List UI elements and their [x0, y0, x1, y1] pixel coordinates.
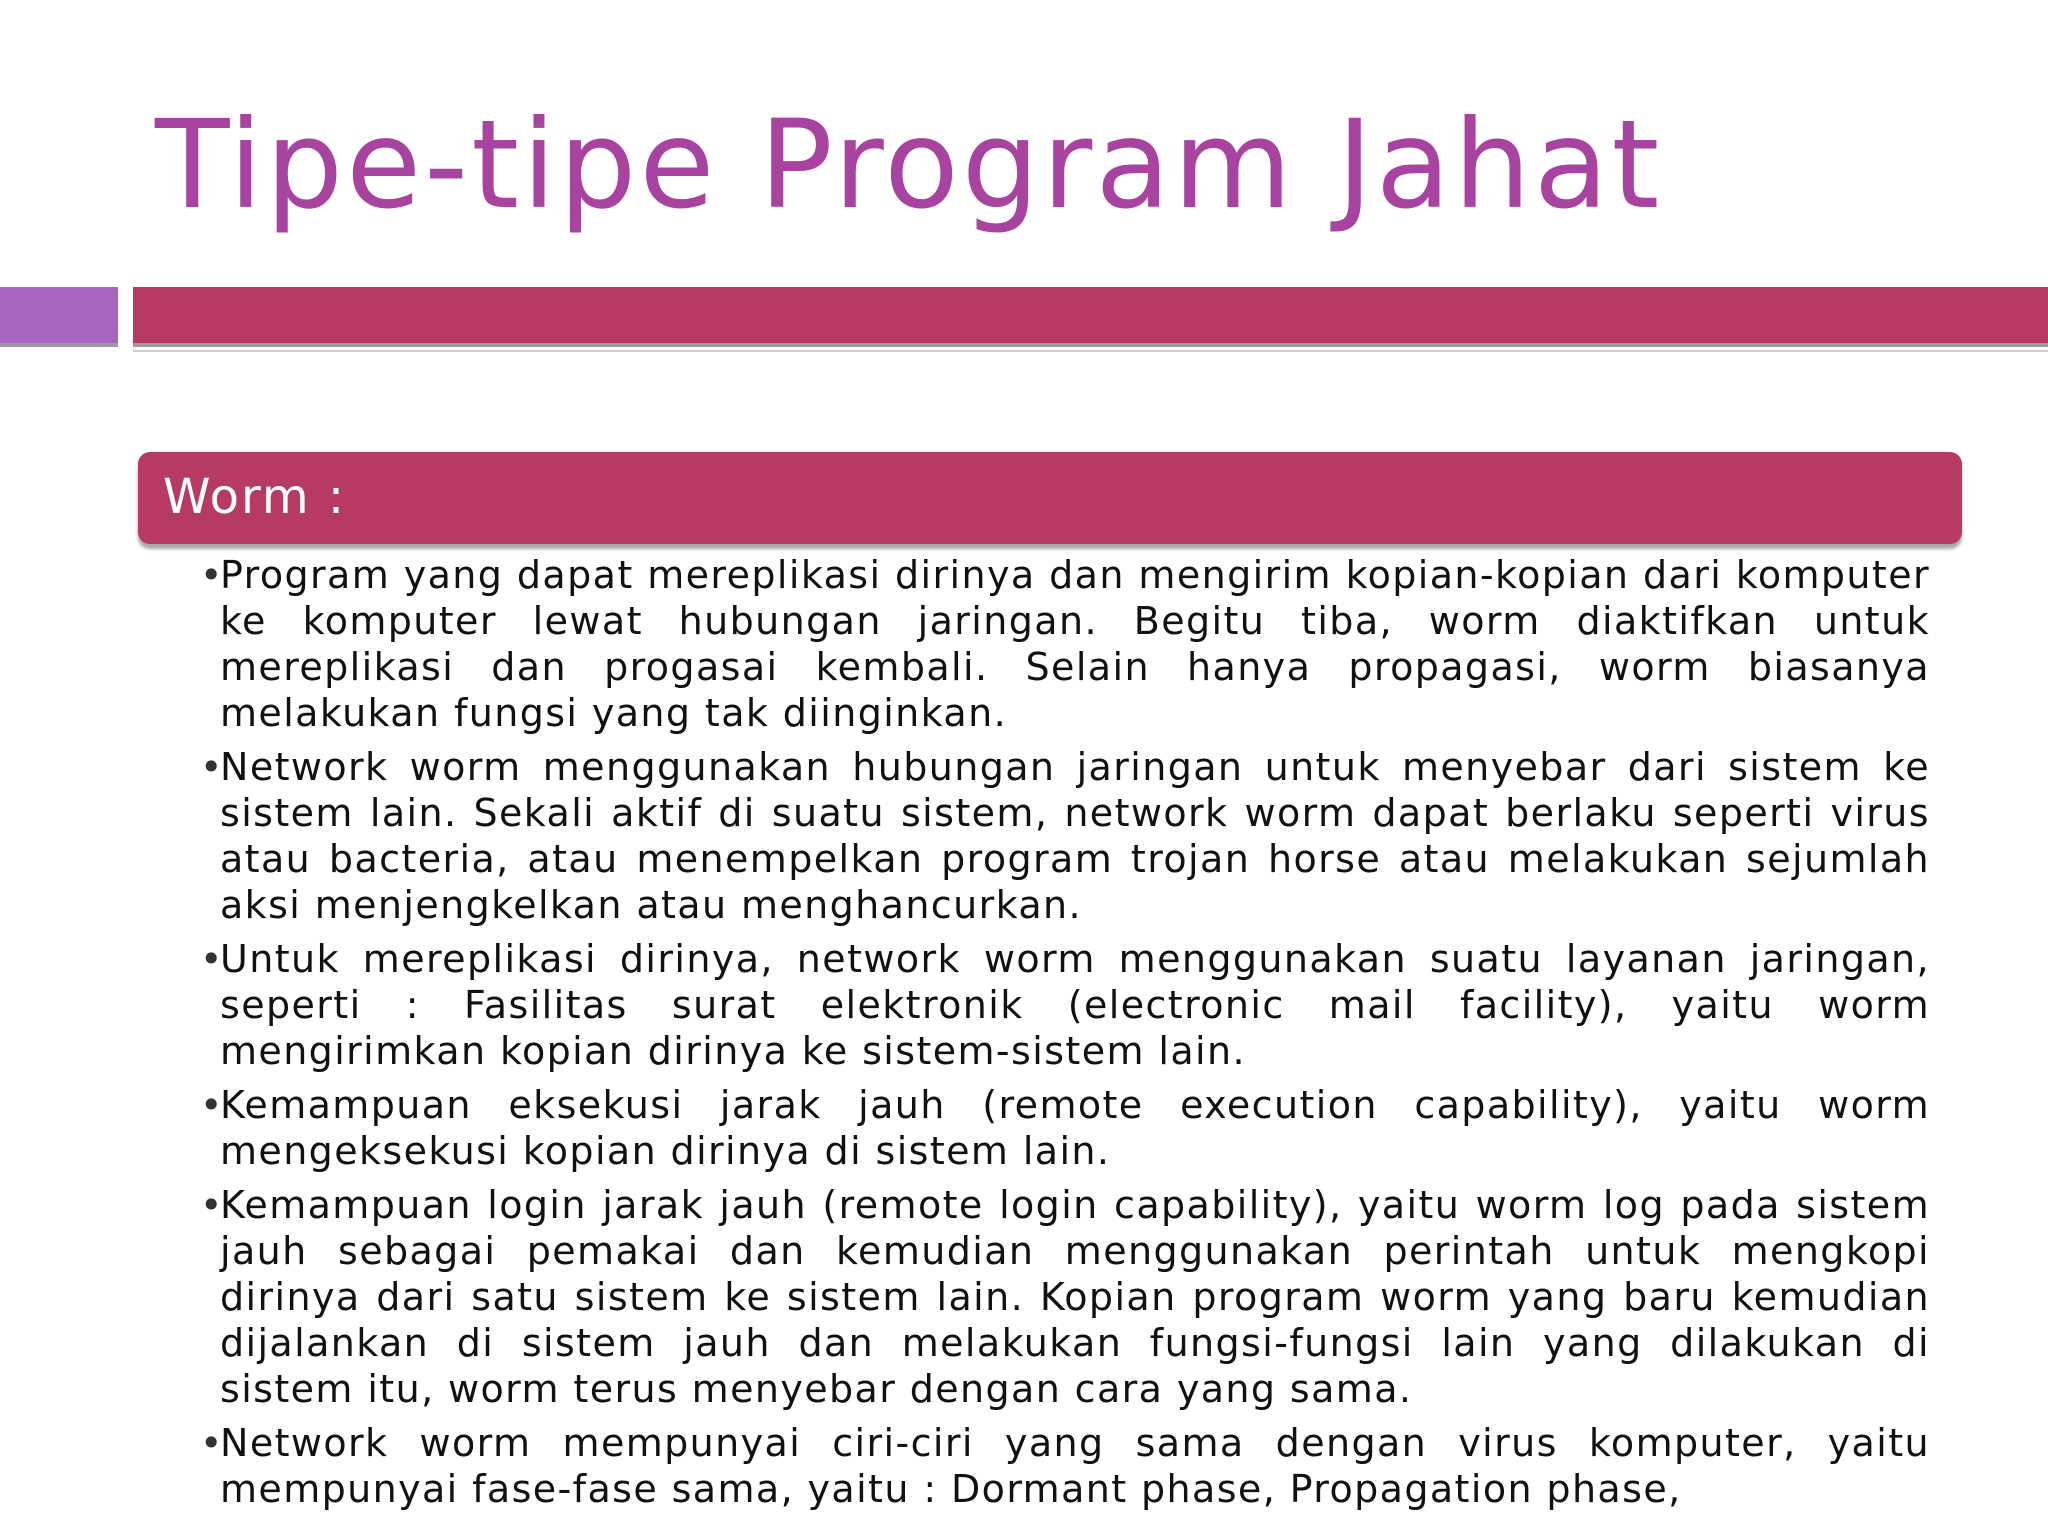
list-item — [200, 1420, 1930, 1512]
bullet-marker: • — [200, 553, 224, 597]
accent-band — [133, 287, 2048, 343]
bullet-text: Program yang dapat mereplikasi dirinya dan mengirim kopian-kopian dari komputer ke komputer lewat hubungan jaringan. Begitu tiba, worm diaktifkan untuk mereplikasi dan progasai kembali. Selain hanya propagasi, worm biasanya melakukan fungsi yang tak diinginkan. — [220, 553, 1930, 735]
list-item — [200, 744, 1930, 928]
bullet-text: Network worm menggunakan hubungan jaringan untuk menyebar dari sistem ke sistem lain. Sekali aktif di suatu sistem, network worm dapat berlaku seperti virus atau bacteria, atau menempelkan program trojan horse atau melakukan sejumlah aksi menjengkelkan atau menghancurkan. — [220, 745, 1930, 927]
bullet-marker: • — [200, 937, 224, 981]
slide-title: Tipe-tipe Program Jahat — [155, 94, 1663, 236]
list-item — [200, 1082, 1930, 1174]
bullet-marker: • — [200, 1421, 224, 1465]
bullet-text: Kemampuan login jarak jauh (remote login capability), yaitu worm log pada sistem jauh sebagai pemakai dan kemudian menggunakan perintah untuk mengkopi dirinya dari satu sistem ke sistem lain. Kopian program worm yang baru kemudian dijalankan di sistem jauh dan melakukan fungsi-fungsi lain yang dilakukan di sistem itu, worm terus menyebar dengan cara yang sama. — [220, 1183, 1930, 1411]
bullet-text: Untuk mereplikasi dirinya, network worm menggunakan suatu layanan jaringan, seperti : Fasilitas surat elektronik (electronic mail facility), yaitu worm mengirimkan kopian dirinya ke sistem-sistem lain. — [220, 937, 1930, 1073]
bullet-marker: • — [200, 1183, 224, 1227]
bullet-marker: • — [200, 745, 224, 789]
divider-right — [133, 343, 2048, 347]
accent-square — [0, 287, 118, 343]
bullet-text: Kemampuan eksekusi jarak jauh (remote execution capability), yaitu worm mengeksekusi kopian dirinya di sistem lain. — [220, 1083, 1930, 1173]
list-item — [200, 552, 1930, 736]
section-header-label: Worm : — [163, 469, 347, 525]
section-header — [138, 452, 1962, 544]
divider-right-thin — [133, 350, 2048, 352]
list-item — [200, 936, 1930, 1074]
bullet-text: Network worm mempunyai ciri-ciri yang sama dengan virus komputer, yaitu mempunyai fase-fase sama, yaitu : Dormant phase, Propagation phase, — [220, 1421, 1930, 1511]
list-item — [200, 1182, 1930, 1412]
bullet-marker: • — [200, 1083, 224, 1127]
divider-left — [0, 343, 118, 347]
bullet-list — [200, 552, 1930, 1520]
